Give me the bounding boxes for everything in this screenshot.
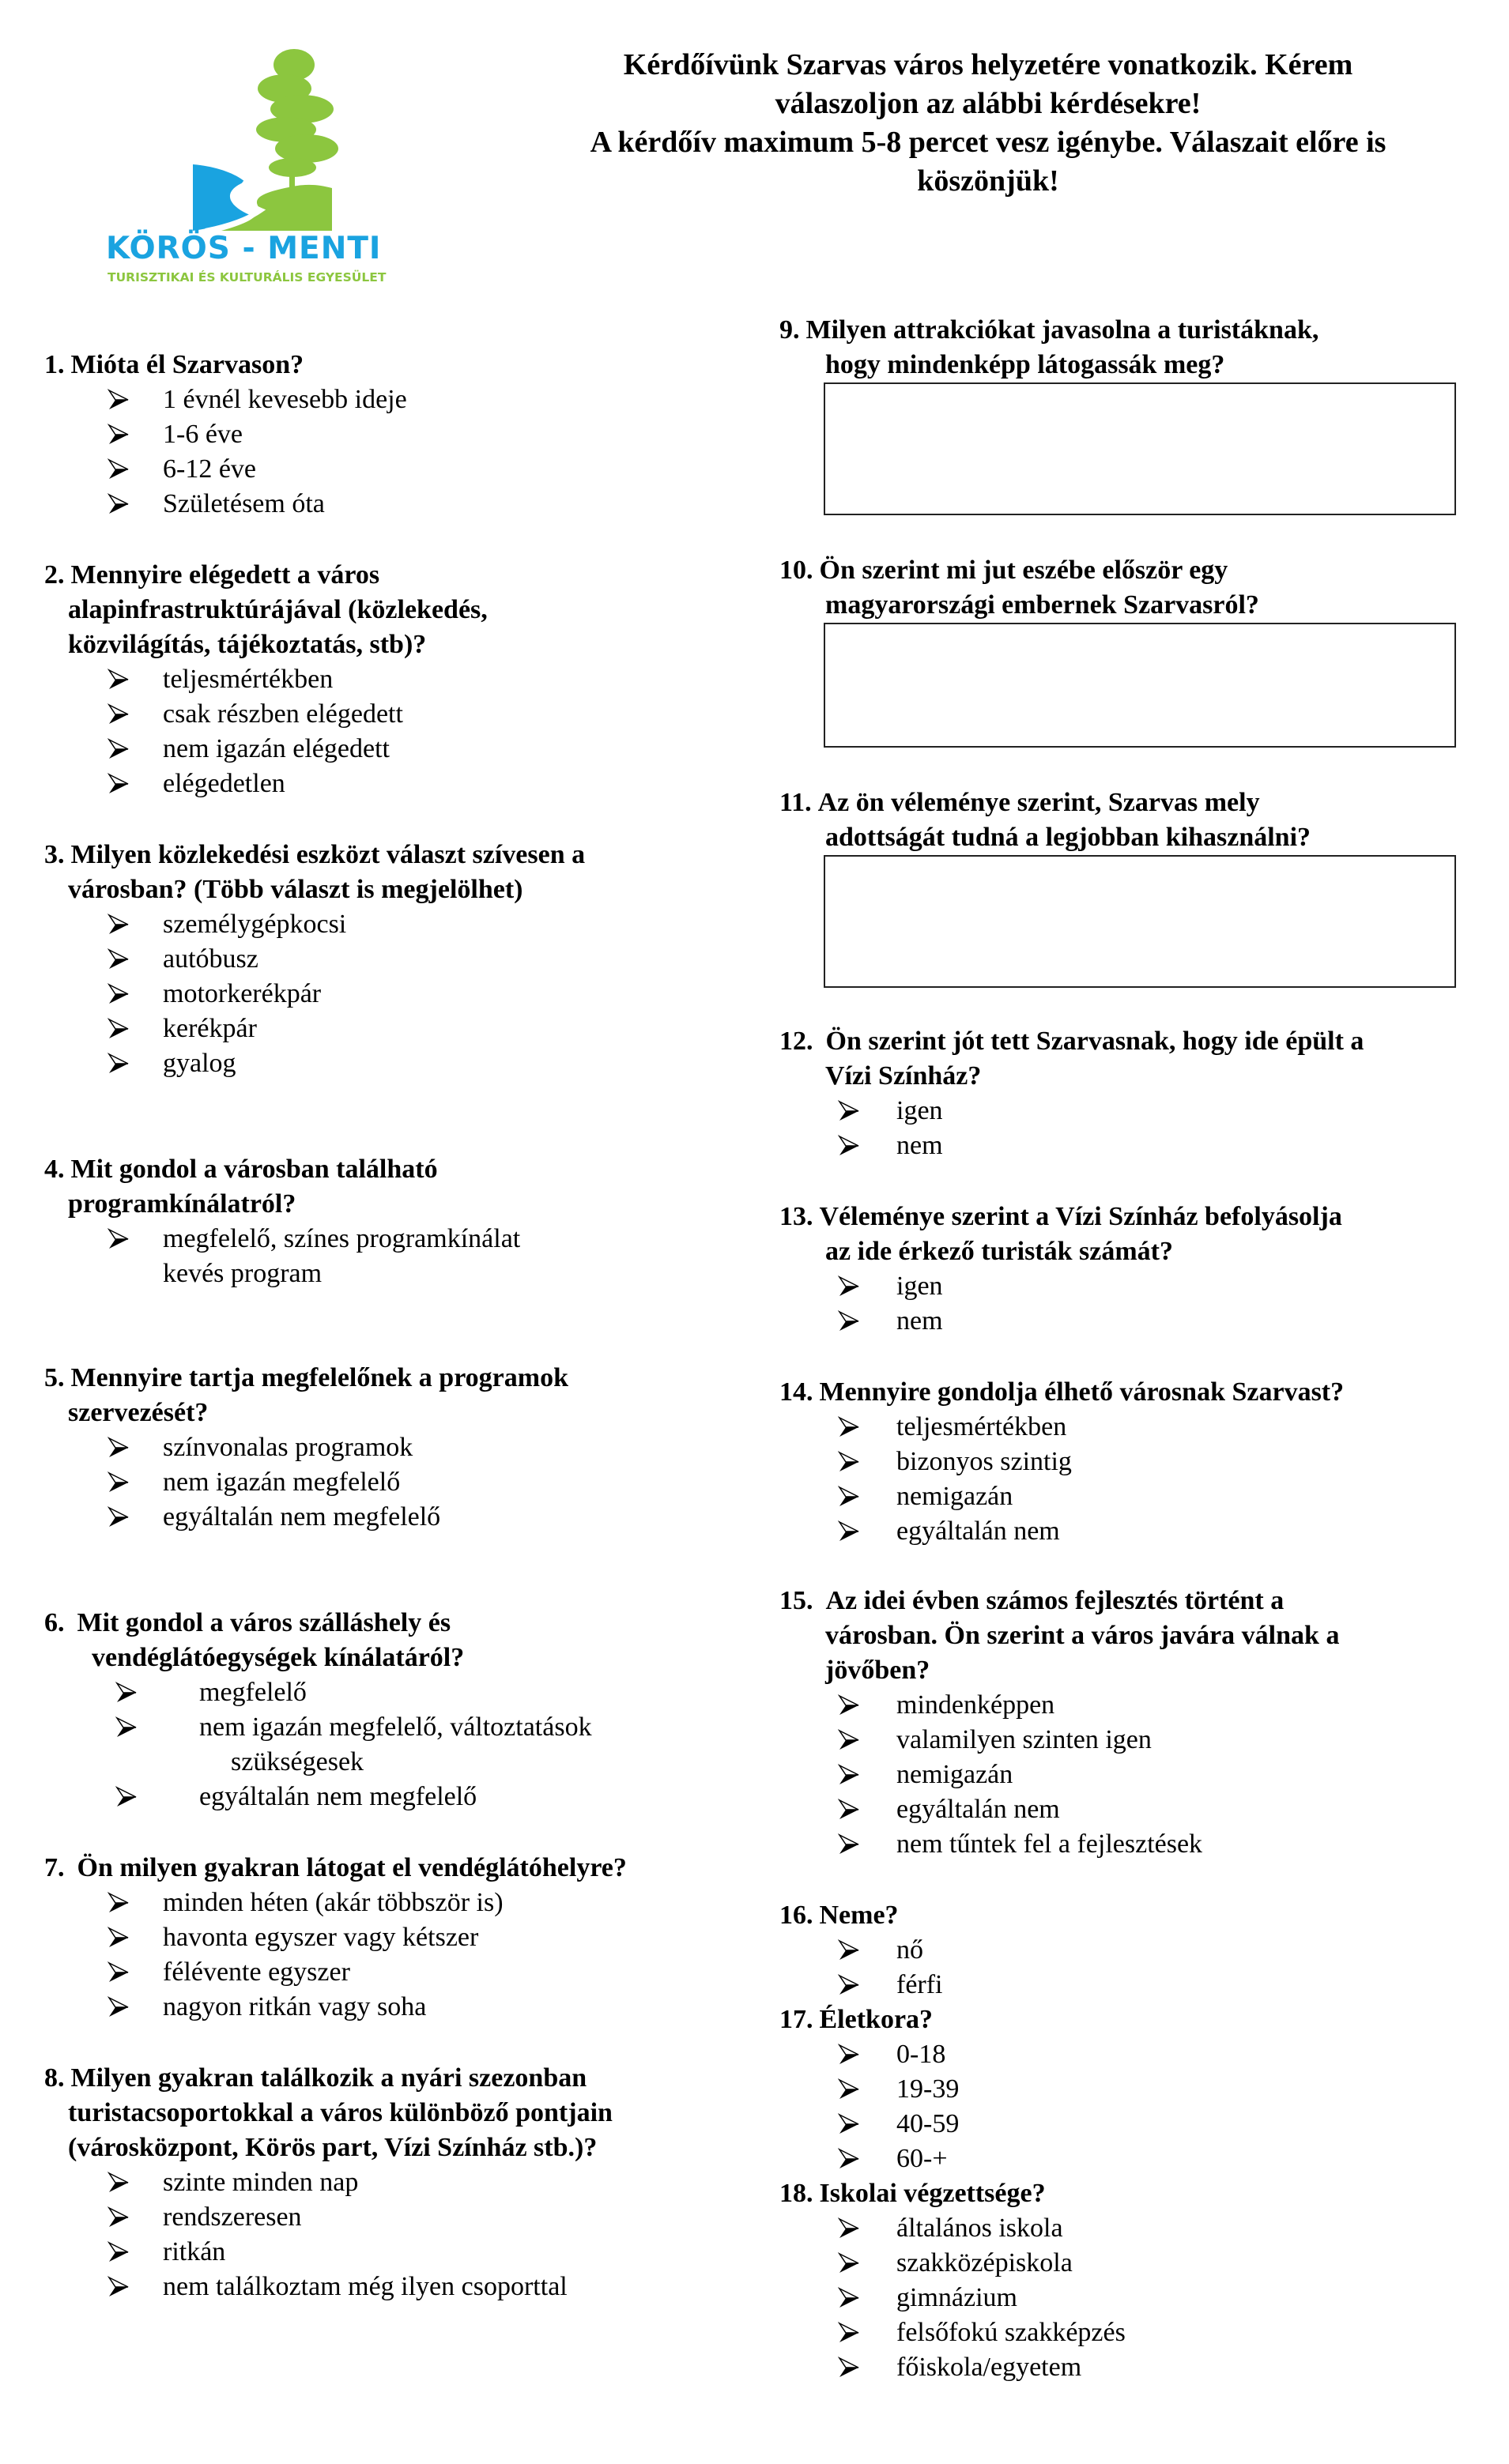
answer-option[interactable]	[44, 977, 346, 1012]
question-title	[779, 1584, 1339, 1688]
arrowhead-bullet-icon	[838, 1520, 860, 1543]
tree-river-logo-icon	[95, 47, 419, 231]
answer-option-label: felsőfokú szakképzés	[896, 2318, 1126, 2347]
arrowhead-bullet-icon	[115, 1716, 138, 1739]
question-title-line: adottságát tudná a legjobban kihasználni?	[825, 823, 1311, 852]
answer-option[interactable]	[44, 1780, 592, 1814]
answer-option-label: nem tűntek fel a fejlesztések	[896, 1829, 1203, 1859]
intro-line: köszönjük!	[917, 164, 1059, 198]
answer-option[interactable]	[44, 767, 403, 801]
answer-option[interactable]	[44, 1430, 440, 1465]
question-title	[779, 2002, 933, 2037]
arrowhead-bullet-icon	[838, 2113, 860, 2135]
arrowhead-bullet-icon	[108, 1996, 130, 2018]
answer-options	[779, 1269, 943, 1339]
answer-option-label: egyáltalán nem megfelelő	[163, 1502, 441, 1532]
free-text-answer-box[interactable]	[824, 382, 1456, 515]
question-text: Az idei évben számos fejlesztés történt a	[825, 1586, 1285, 1615]
answer-options	[779, 1688, 1202, 1862]
question-number: 11.	[779, 788, 812, 817]
question-number: 8.	[44, 2063, 65, 2093]
question-title-line	[779, 2002, 933, 2037]
arrowhead-bullet-icon	[838, 2287, 860, 2309]
answer-option-label: teljesmértékben	[163, 665, 334, 694]
arrowhead-bullet-icon	[108, 773, 130, 795]
logo-subtitle: TURISZTIKAI ÉS KULTURÁLIS EGYESÜLET	[108, 270, 387, 284]
answer-option-label: nem igazán elégedett	[163, 734, 390, 763]
answer-option-label: férfi	[896, 1970, 943, 1999]
question-text: Az ön véleménye szerint, Szarvas mely	[817, 788, 1260, 817]
answer-option-label: nem igazán megfelelő, változtatások	[199, 1712, 592, 1742]
arrowhead-bullet-icon	[838, 1939, 860, 1961]
question-3	[44, 838, 586, 1078]
question-text: Milyen attrakciókat javasolna a turistáknak,	[805, 315, 1319, 345]
answer-option-label: Születésem óta	[163, 489, 325, 518]
arrowhead-bullet-icon	[108, 983, 130, 1005]
answer-option-label: nem igazán megfelelő	[163, 1467, 401, 1497]
question-title-line: magyarországi embernek Szarvasról?	[825, 590, 1259, 620]
question-title	[779, 2176, 1046, 2211]
question-14	[779, 1375, 1345, 1546]
answer-option-label: igen	[896, 1096, 943, 1125]
question-title-line: városban? (Több választ is megjelölhet)	[68, 875, 523, 904]
answer-option[interactable]	[44, 1012, 346, 1046]
answer-options	[44, 662, 403, 801]
question-title-line	[44, 1361, 568, 1396]
question-17	[779, 2002, 960, 2173]
answer-option-label: 40-59	[896, 2109, 960, 2138]
answer-option[interactable]	[779, 1933, 943, 1968]
answer-option[interactable]	[44, 2165, 568, 2200]
question-text: Mennyire tartja megfelelőnek a programok	[70, 1363, 568, 1392]
arrowhead-bullet-icon	[108, 1506, 130, 1528]
answer-option-label: 0-18	[896, 2040, 946, 2069]
question-title-line: vendéglátóegységek kínálatáról?	[92, 1643, 465, 1672]
arrowhead-bullet-icon	[838, 1764, 860, 1786]
arrowhead-bullet-icon	[108, 1018, 130, 1040]
question-title-line	[779, 1024, 1364, 1059]
answer-option-label: 60-+	[896, 2144, 948, 2173]
answer-option[interactable]	[44, 382, 407, 417]
answer-options	[44, 382, 407, 522]
answer-option-label: igen	[896, 1272, 943, 1301]
question-title	[779, 786, 1311, 855]
answer-option[interactable]	[779, 1128, 943, 1163]
arrowhead-bullet-icon	[115, 1682, 138, 1704]
answer-option[interactable]	[779, 2246, 1126, 2281]
answer-option[interactable]	[44, 1046, 346, 1081]
arrowhead-bullet-icon	[838, 1974, 860, 1996]
question-title	[44, 1606, 464, 1675]
intro-line: válaszoljon az alábbi kérdésekre!	[775, 87, 1202, 120]
free-text-answer-box[interactable]	[824, 623, 1456, 748]
arrowhead-bullet-icon	[838, 1799, 860, 1821]
answer-option[interactable]	[779, 1968, 943, 2002]
intro-line: A kérdőív maximum 5-8 percet vesz igénybe. Válaszait előre is	[590, 126, 1386, 159]
answer-option[interactable]	[44, 1886, 504, 1920]
arrowhead-bullet-icon	[838, 2078, 860, 2100]
answer-option-label: havonta egyszer vagy kétszer	[163, 1923, 479, 1952]
question-6	[44, 1606, 592, 1811]
answer-option[interactable]	[779, 1269, 943, 1304]
question-number: 3.	[44, 840, 65, 869]
question-number: 10.	[779, 556, 813, 585]
question-text: Mit gondol a város szálláshely és	[77, 1608, 451, 1637]
answer-option-label: félévente egyszer	[163, 1957, 350, 1987]
arrowhead-bullet-icon	[108, 1892, 130, 1914]
answer-option[interactable]	[779, 1094, 943, 1128]
question-10	[779, 553, 1259, 623]
arrowhead-bullet-icon	[838, 1310, 860, 1332]
arrowhead-bullet-icon	[108, 424, 130, 446]
question-4	[44, 1152, 521, 1288]
arrowhead-bullet-icon	[108, 458, 130, 480]
question-title	[44, 1361, 568, 1430]
free-text-answer-box[interactable]	[824, 855, 1456, 988]
answer-option-label: autóbusz	[163, 944, 258, 974]
answer-option[interactable]	[779, 2350, 1126, 2385]
answer-option[interactable]	[779, 1445, 1072, 1479]
question-title-line	[44, 348, 304, 382]
intro-line: Kérdőívünk Szarvas város helyzetére vonatkozik. Kérem	[623, 48, 1353, 81]
arrowhead-bullet-icon	[108, 1437, 130, 1459]
answer-option[interactable]	[779, 1723, 1202, 1758]
answer-option[interactable]	[779, 1410, 1072, 1445]
arrowhead-bullet-icon	[108, 2241, 130, 2263]
answer-options	[44, 907, 346, 1081]
answer-option-label: megfelelő, színes programkínálat	[163, 1224, 521, 1253]
arrowhead-bullet-icon	[838, 2148, 860, 2170]
answer-option[interactable]	[44, 452, 407, 487]
answer-option-label: főiskola/egyetem	[896, 2353, 1082, 2382]
question-text: Mióta él Szarvason?	[70, 350, 304, 379]
answer-option[interactable]	[44, 2270, 568, 2304]
question-title-line	[44, 1606, 464, 1641]
answer-options	[779, 1094, 943, 1163]
answer-option-label: egyáltalán nem megfelelő	[199, 1782, 477, 1811]
question-title-line	[44, 1851, 627, 1886]
arrowhead-bullet-icon	[108, 948, 130, 970]
question-title	[44, 1152, 438, 1222]
question-title-line: közvilágítás, tájékoztatás, stb)?	[68, 630, 427, 659]
answer-option[interactable]	[44, 1256, 520, 1291]
answer-option-label: nemigazán	[896, 1760, 1013, 1789]
answer-option-label: 1-6 éve	[163, 420, 243, 449]
arrowhead-bullet-icon	[838, 1694, 860, 1716]
question-text: Életkora?	[819, 2005, 934, 2034]
answer-option-label: nem	[896, 1131, 943, 1160]
question-title	[779, 553, 1259, 623]
answer-option-label: motorkerékpár	[163, 979, 322, 1008]
arrowhead-bullet-icon	[838, 2252, 860, 2274]
answer-option-label: rendszeresen	[163, 2202, 302, 2232]
question-number: 9.	[779, 315, 800, 345]
question-text: Milyen gyakran találkozik a nyári szezonban	[70, 2063, 587, 2093]
question-title	[44, 558, 488, 662]
arrowhead-bullet-icon	[838, 1275, 860, 1298]
intro-text	[506, 46, 1470, 201]
answer-option[interactable]	[44, 732, 403, 767]
answer-option-label: gyalog	[163, 1049, 236, 1078]
arrowhead-bullet-icon	[108, 2276, 130, 2298]
answer-option[interactable]	[44, 662, 403, 697]
answer-option[interactable]	[779, 2281, 1126, 2315]
arrowhead-bullet-icon	[115, 1786, 138, 1808]
arrowhead-bullet-icon	[838, 1486, 860, 1508]
arrowhead-bullet-icon	[108, 669, 130, 691]
answer-option-label: nemigazán	[896, 1482, 1013, 1511]
question-15	[779, 1584, 1340, 1859]
arrowhead-bullet-icon	[838, 1100, 860, 1122]
answer-option[interactable]	[44, 1500, 440, 1535]
arrowhead-bullet-icon	[108, 703, 130, 725]
answer-option[interactable]	[779, 2211, 1126, 2246]
answer-option[interactable]	[44, 487, 407, 522]
question-text: Mit gondol a városban található	[70, 1155, 438, 1184]
question-number: 14.	[779, 1377, 813, 1407]
question-title-line	[779, 1584, 1339, 1618]
question-text: Véleménye szerint a Vízi Színház befolyásolja	[819, 1202, 1342, 1231]
answer-option-label: ritkán	[163, 2237, 226, 2266]
answer-option-label: kevés program	[163, 1259, 323, 1288]
question-number: 5.	[44, 1363, 65, 1392]
question-title-line	[779, 2176, 1046, 2211]
answer-option[interactable]	[779, 2072, 959, 2107]
answer-option-label: kerékpár	[163, 1014, 257, 1043]
question-number: 2.	[44, 560, 65, 590]
answer-option-label: valamilyen szinten igen	[896, 1725, 1152, 1754]
question-title-line: Vízi Színház?	[825, 1061, 982, 1091]
answer-option-label: elégedetlen	[163, 769, 285, 798]
answer-option[interactable]	[44, 1990, 504, 2025]
question-title	[779, 1375, 1344, 1410]
answer-option-label: nem	[896, 1306, 943, 1336]
question-title-line: jövőben?	[825, 1656, 930, 1685]
arrowhead-bullet-icon	[838, 1729, 860, 1751]
question-title-line	[779, 553, 1259, 588]
arrowhead-bullet-icon	[838, 2357, 860, 2379]
question-title	[779, 1898, 899, 1933]
answer-option-label: gimnázium	[896, 2283, 1017, 2312]
arrowhead-bullet-icon	[838, 1416, 860, 1438]
question-number: 12.	[779, 1027, 813, 1056]
answer-option-label: személygépkocsi	[163, 910, 347, 939]
answer-option-label: minden héten (akár többször is)	[163, 1888, 504, 1917]
answer-option-label: egyáltalán nem	[896, 1516, 1060, 1546]
question-2	[44, 558, 488, 798]
answer-option[interactable]	[44, 942, 346, 977]
answer-option[interactable]	[779, 1479, 1072, 1514]
answer-options	[779, 2211, 1126, 2385]
arrowhead-bullet-icon	[108, 2206, 130, 2229]
answer-option[interactable]	[779, 1758, 1202, 1792]
question-number: 16.	[779, 1901, 813, 1930]
answer-option[interactable]	[779, 1688, 1202, 1723]
answer-option-label: 19-39	[896, 2074, 960, 2104]
answer-options	[44, 2165, 568, 2304]
arrowhead-bullet-icon	[108, 738, 130, 760]
answer-option[interactable]	[779, 1827, 1202, 1862]
answer-option[interactable]	[44, 1465, 440, 1500]
question-text: Iskolai végzettsége?	[819, 2179, 1046, 2208]
arrowhead-bullet-icon	[108, 1471, 130, 1494]
arrowhead-bullet-icon	[108, 1927, 130, 1949]
question-text: Ön milyen gyakran látogat el vendéglátóhelyre?	[77, 1853, 627, 1882]
question-title-line: hogy mindenképp látogassák meg?	[825, 350, 1225, 379]
question-text: Ön szerint jót tett Szarvasnak, hogy ide épült a	[825, 1027, 1364, 1056]
answer-option[interactable]	[44, 1955, 504, 1990]
question-13	[779, 1200, 1342, 1336]
answer-option[interactable]	[779, 2037, 959, 2072]
answer-options	[44, 1675, 592, 1814]
question-title-line	[44, 1152, 438, 1187]
arrowhead-bullet-icon	[838, 2044, 860, 2066]
question-title-line: alapinfrastruktúrájával (közlekedés,	[68, 595, 488, 624]
question-title	[44, 838, 585, 907]
answer-option[interactable]	[44, 2200, 568, 2235]
answer-option[interactable]	[779, 1514, 1072, 1549]
arrowhead-bullet-icon	[838, 2217, 860, 2240]
arrowhead-bullet-icon	[108, 389, 130, 411]
arrowhead-bullet-icon	[108, 493, 130, 515]
arrowhead-bullet-icon	[838, 1135, 860, 1157]
answer-option-label: teljesmértékben	[896, 1412, 1067, 1441]
answer-option-label: egyáltalán nem	[896, 1795, 1060, 1824]
question-number: 4.	[44, 1155, 65, 1184]
arrowhead-bullet-icon	[838, 1451, 860, 1473]
question-title-line	[44, 838, 585, 872]
answer-option[interactable]	[779, 2315, 1126, 2350]
answer-option[interactable]	[44, 2235, 568, 2270]
question-text: Neme?	[819, 1901, 899, 1930]
question-number: 13.	[779, 1202, 813, 1231]
question-text: Mennyire gondolja élhető városnak Szarvast?	[819, 1377, 1345, 1407]
answer-option[interactable]	[44, 1745, 592, 1780]
question-1	[44, 348, 407, 518]
answer-option-label: mindenképpen	[896, 1690, 1055, 1720]
question-16	[779, 1898, 943, 1999]
question-number: 15.	[779, 1586, 813, 1615]
logo-title: KÖRÖS - MENTI	[106, 231, 382, 266]
question-number: 18.	[779, 2179, 813, 2208]
answer-option[interactable]	[44, 697, 403, 732]
question-11	[779, 786, 1311, 855]
question-12	[779, 1024, 1364, 1160]
answer-option-label: általános iskola	[896, 2213, 1063, 2243]
answer-option-label: 6-12 éve	[163, 454, 257, 484]
answer-option[interactable]	[779, 1304, 943, 1339]
question-text: Ön szerint mi jut eszébe először egy	[819, 556, 1228, 585]
arrowhead-bullet-icon	[108, 1053, 130, 1075]
question-title-line	[44, 558, 488, 593]
answer-option[interactable]	[779, 2107, 959, 2142]
answer-option-label: csak részben elégedett	[163, 699, 403, 729]
question-9	[779, 313, 1318, 382]
question-title-line	[44, 2061, 613, 2096]
question-title-line	[779, 786, 1311, 820]
question-title-line: szervezését?	[68, 1398, 209, 1427]
question-5	[44, 1361, 568, 1532]
question-title-line	[779, 1200, 1342, 1234]
koros-menti-logo	[95, 47, 419, 288]
answer-option-label: színvonalas programok	[163, 1433, 413, 1462]
question-title-line	[779, 1375, 1344, 1410]
question-8	[44, 2061, 613, 2301]
answer-option[interactable]	[44, 417, 407, 452]
answer-option-label: megfelelő	[199, 1678, 307, 1707]
question-18	[779, 2176, 1126, 2382]
question-title	[44, 2061, 613, 2165]
question-title	[779, 1200, 1342, 1269]
answer-options	[44, 1430, 440, 1535]
answer-options	[44, 1222, 520, 1291]
answer-option-label: nem találkoztam még ilyen csoporttal	[163, 2272, 568, 2301]
question-number: 1.	[44, 350, 65, 379]
answer-option[interactable]	[44, 1675, 592, 1710]
answer-option[interactable]	[44, 1222, 520, 1256]
question-title-line	[779, 313, 1318, 348]
answer-options	[779, 2037, 959, 2176]
question-title	[779, 1024, 1364, 1094]
answer-option-label: szükségesek	[231, 1747, 364, 1776]
answer-option[interactable]	[44, 1710, 592, 1745]
question-text: Milyen közlekedési eszközt választ szívesen a	[70, 840, 586, 869]
question-text: Mennyire elégedett a város	[70, 560, 380, 590]
answer-option-label: bizonyos szintig	[896, 1447, 1072, 1476]
arrowhead-bullet-icon	[108, 1961, 130, 1984]
question-7	[44, 1851, 627, 2021]
question-title-line: turistacsoportokkal a város különböző pontjain	[68, 2098, 613, 2127]
arrowhead-bullet-icon	[108, 1228, 130, 1250]
question-number: 7.	[44, 1853, 65, 1882]
question-title	[44, 348, 304, 382]
answer-option[interactable]	[44, 907, 346, 942]
answer-option-label: nő	[896, 1935, 923, 1965]
answer-option[interactable]	[779, 1792, 1202, 1827]
question-title	[44, 1851, 627, 1886]
answer-options	[779, 1410, 1072, 1549]
arrowhead-bullet-icon	[108, 914, 130, 936]
arrowhead-bullet-icon	[838, 2322, 860, 2344]
answer-option-label: szinte minden nap	[163, 2168, 359, 2197]
question-title-line: (városközpont, Körös part, Vízi Színház stb.)?	[68, 2133, 598, 2162]
arrowhead-bullet-icon	[838, 1833, 860, 1856]
arrowhead-bullet-icon	[108, 2172, 130, 2194]
question-title-line: városban. Ön szerint a város javára válnak a	[825, 1621, 1340, 1650]
answer-option[interactable]	[779, 2142, 959, 2176]
answer-options	[779, 1933, 943, 2002]
question-title	[779, 313, 1318, 382]
answer-options	[44, 1886, 504, 2025]
question-number: 6.	[44, 1608, 65, 1637]
answer-option-label: nagyon ritkán vagy soha	[163, 1992, 427, 2021]
question-title-line: programkínálatról?	[68, 1189, 296, 1219]
question-title-line: az ide érkező turisták számát?	[825, 1237, 1174, 1266]
answer-option-label: szakközépiskola	[896, 2248, 1073, 2278]
answer-option-label: 1 évnél kevesebb ideje	[163, 385, 407, 414]
answer-option[interactable]	[44, 1920, 504, 1955]
question-number: 17.	[779, 2005, 813, 2034]
question-title-line	[779, 1898, 899, 1933]
